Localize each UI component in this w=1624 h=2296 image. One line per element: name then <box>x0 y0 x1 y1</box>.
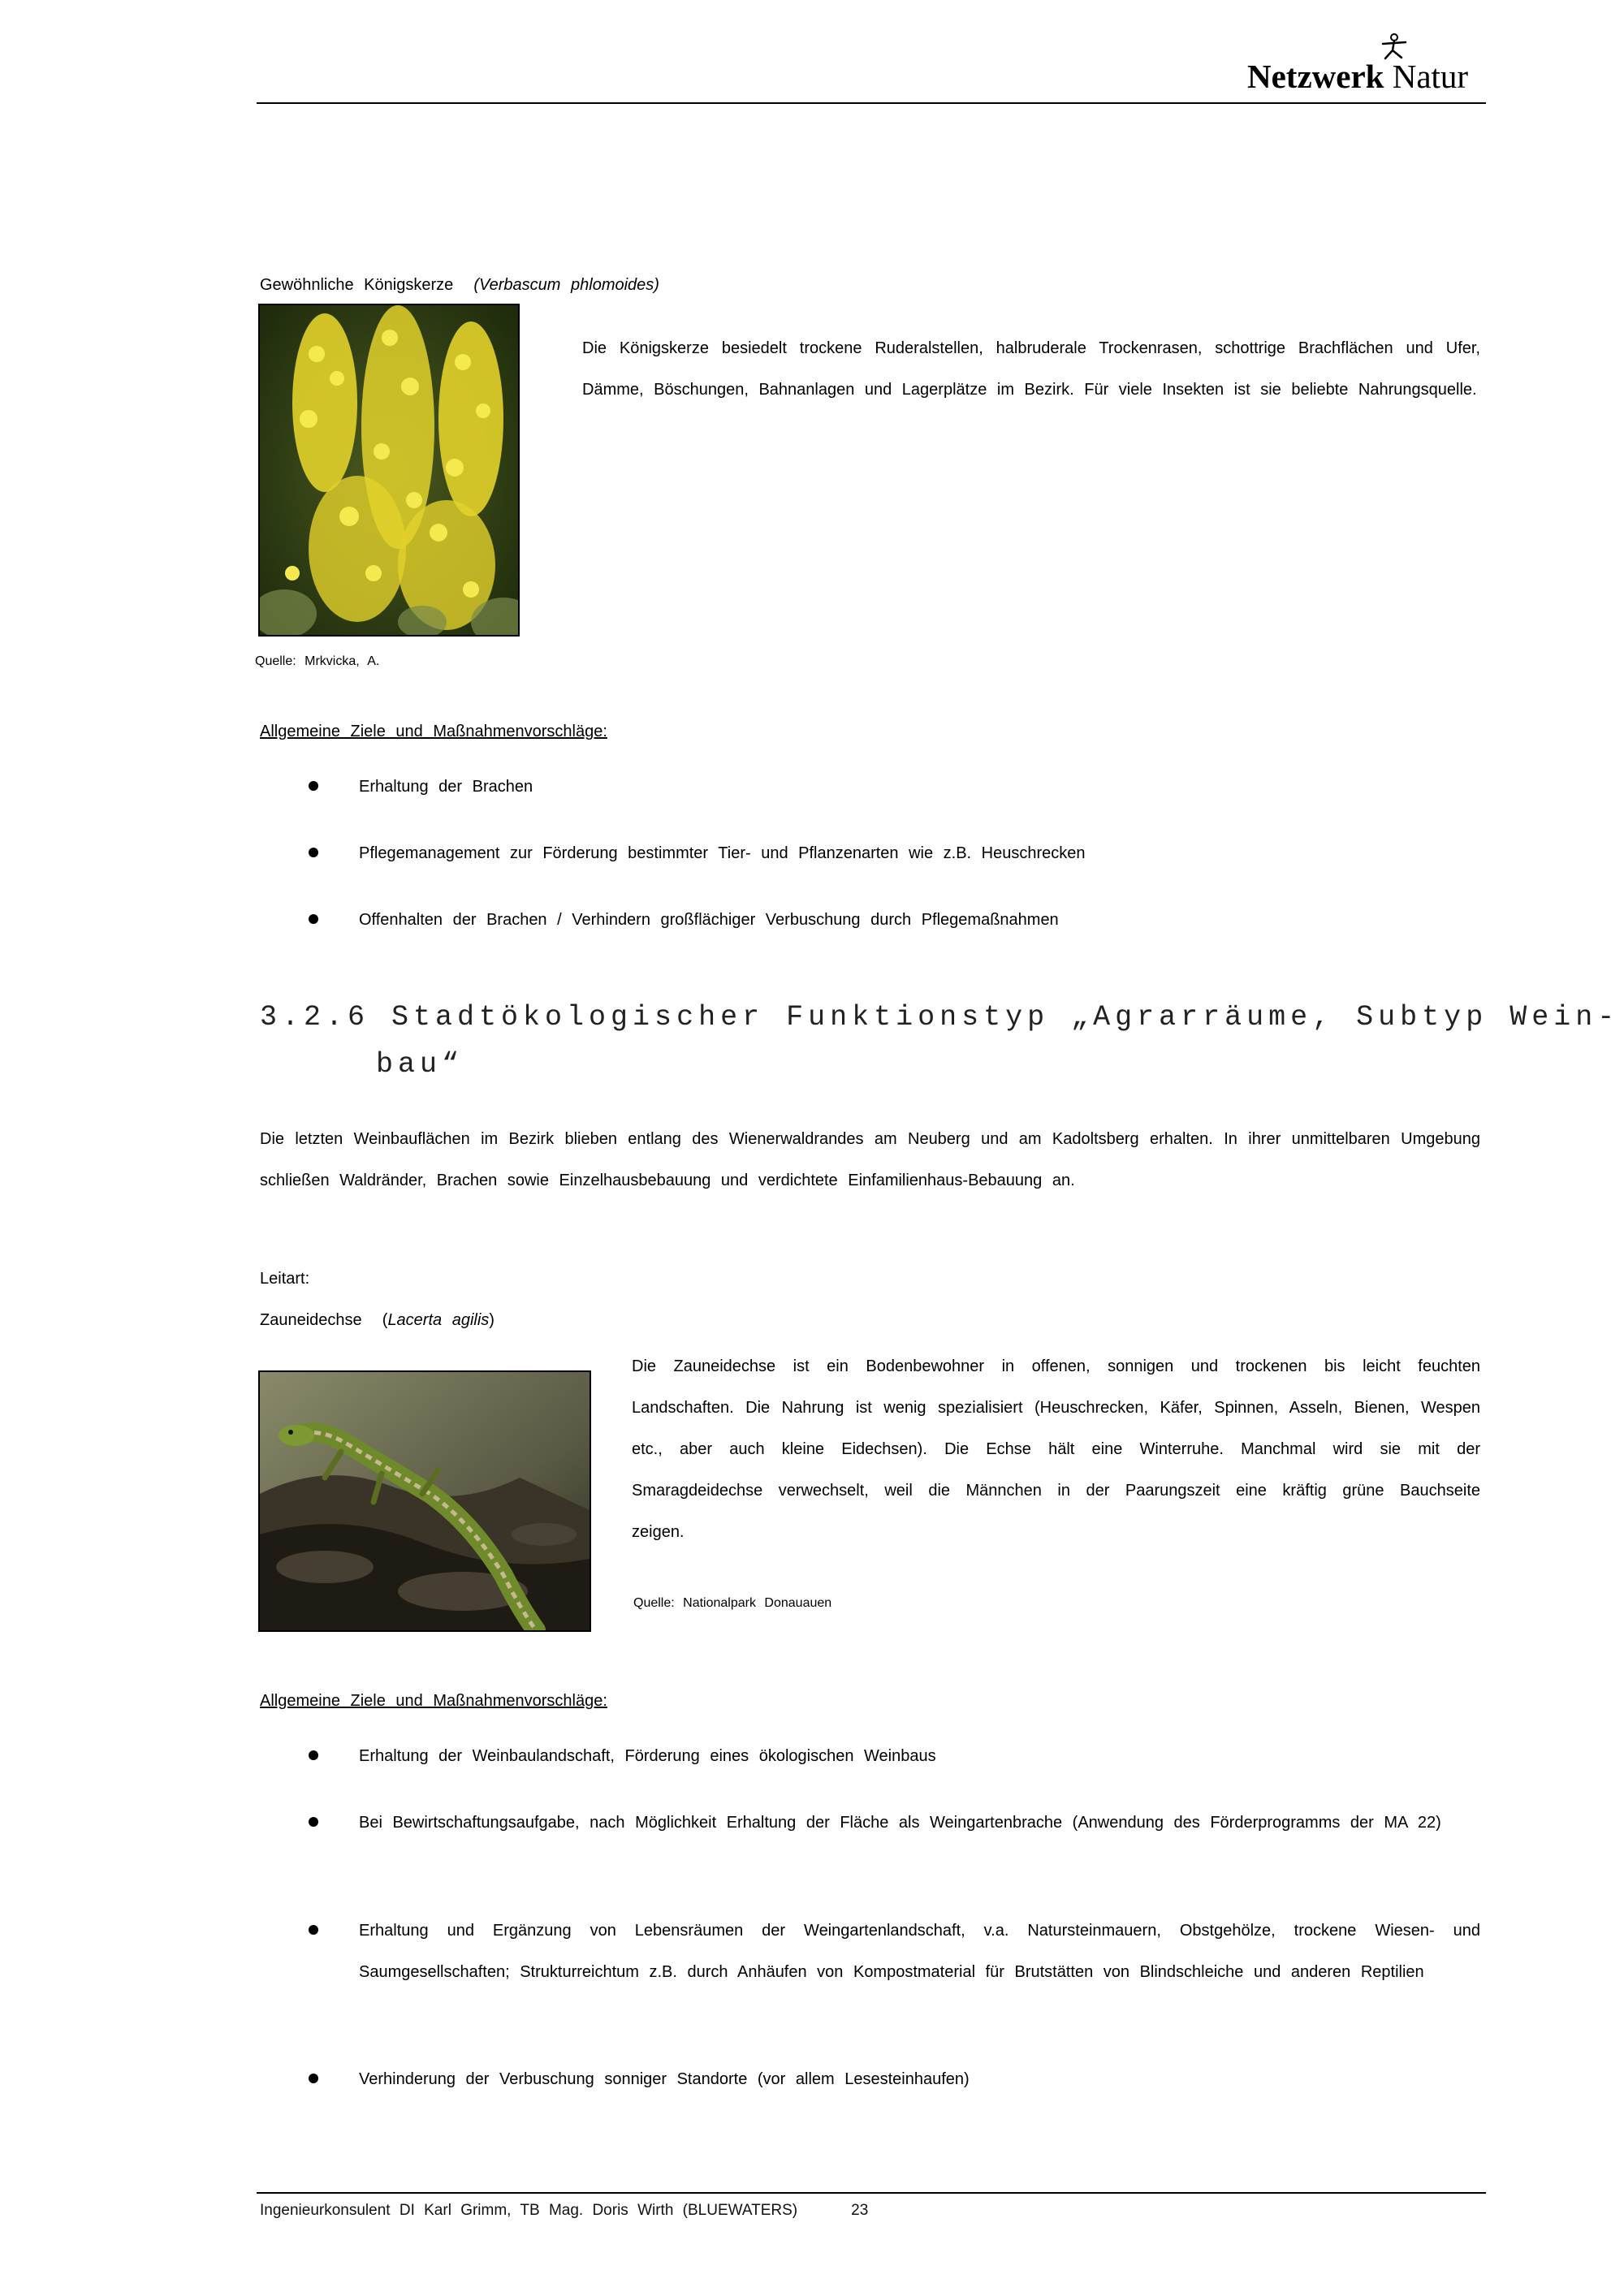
footer-rule <box>257 2192 1486 2194</box>
goal-item: Bei Bewirtschaftungsaufgabe, nach Möglichkeit Erhaltung der Fläche als Weingartenbrache (Anwendung des Förderprogramms der MA 22) <box>359 1814 1441 1832</box>
leitart-label: Leitart: <box>260 1270 310 1288</box>
bullet-icon <box>309 1925 318 1935</box>
goal-item: Erhaltung und Ergänzung von Lebensräumen der Weingartenlandschaft, v.a. Natursteinmauern, Obstgehölze, trockene Wiesen- und Saumgesellschaften; Strukturreichtum z.B. durch Anhäufen von Kompostmaterial für Brutstätten von Blindschleiche und anderen Reptilien <box>359 1922 1480 1981</box>
section-heading-line1: 3.2.6 Stadtökologischer Funktionstyp „Agrarräume, Subtyp Wein- <box>260 1001 1620 1034</box>
logo-regular: Natur <box>1392 58 1469 95</box>
species-name: Gewöhnliche Königskerze <box>260 276 454 294</box>
species-name: Zauneidechse <box>260 1311 362 1329</box>
goal-item: Verhinderung der Verbuschung sonniger Standorte (vor allem Lesesteinhaufen) <box>359 2070 970 2088</box>
goal-item: Erhaltung der Weinbaulandschaft, Förderung eines ökologischen Weinbaus <box>359 1747 936 1765</box>
footer <box>260 2202 868 2220</box>
header-rule <box>257 102 1486 104</box>
bullet-icon <box>309 1750 318 1760</box>
species-latin: Lacerta agilis <box>387 1311 490 1329</box>
bullet-icon <box>309 1817 318 1827</box>
bullet-icon <box>309 914 318 924</box>
netzwerk-natur-logo-icon <box>1380 32 1408 60</box>
species-title-koenigskerze <box>260 276 659 295</box>
koenigskerze-photo <box>258 304 520 637</box>
netzwerk-natur-logo <box>1247 57 1468 96</box>
koenigskerze-description: Die Königskerze besiedelt trockene Ruderalstellen, halbruderale Trockenrasen, schottrige Brachflächen und Ufer, Dämme, Böschungen, Bahnanlagen und Lagerplätze im Bezirk. Für viele Insekten ist sie beliebte Nahrungsquelle. <box>582 339 1480 399</box>
logo-bold: Netzwerk <box>1247 58 1384 95</box>
section-heading-line2: bau“ <box>376 1048 464 1081</box>
species-latin: (Verbascum phlomoides) <box>473 276 659 294</box>
bullet-icon <box>309 781 318 791</box>
zauneidechse-description: Die Zauneidechse ist ein Bodenbewohner in offenen, sonnigen und trockenen bis leicht feuchten Landschaften. Die Nahrung ist wenig spezialisiert (Heuschrecken, Käfer, Spinnen, Asseln, Bienen, Wespen etc., aber auch kleine Eidechsen). Die Echse hält eine Winterruhe. Manchmal wird sie mit der Smaragdeidechse verwechselt, weil die Männchen in der Paarungszeit eine kräftig grüne Bauchseite zeigen. <box>632 1357 1480 1541</box>
species-title-zauneidechse: Zauneidechse (Lacerta agilis) <box>260 1311 495 1329</box>
goals-title-2: Allgemeine Ziele und Maßnahmenvorschläge: <box>260 1692 607 1710</box>
zauneidechse-source: Quelle: Nationalpark Donauauen <box>633 1596 832 1610</box>
section-intro: Die letzten Weinbauflächen im Bezirk blieben entlang des Wienerwaldrandes am Neuberg und am Kadoltsberg erhalten. In ihrer unmittelbaren Umgebung schließen Waldränder, Brachen sowie Einzelhausbebauung und verdichtete Einfamilienhaus-Bebauung an. <box>260 1130 1480 1189</box>
zauneidechse-photo <box>258 1370 591 1632</box>
page-number: 23 <box>851 2202 869 2219</box>
footer-author: Ingenieurkonsulent DI Karl Grimm, TB Mag. Doris Wirth (BLUEWATERS) <box>260 2202 798 2219</box>
goal-item: Pflegemanagement zur Förderung bestimmter Tier- und Pflanzenarten wie z.B. Heuschrecken <box>359 844 1086 862</box>
bullet-icon <box>309 848 318 857</box>
goal-item: Erhaltung der Brachen <box>359 778 533 796</box>
bullet-icon <box>309 2074 318 2083</box>
goal-item: Offenhalten der Brachen / Verhindern großflächiger Verbuschung durch Pflegemaßnahmen <box>359 911 1059 929</box>
koenigskerze-source: Quelle: Mrkvicka, A. <box>255 654 380 668</box>
goals-title-1: Allgemeine Ziele und Maßnahmenvorschläge: <box>260 723 607 740</box>
